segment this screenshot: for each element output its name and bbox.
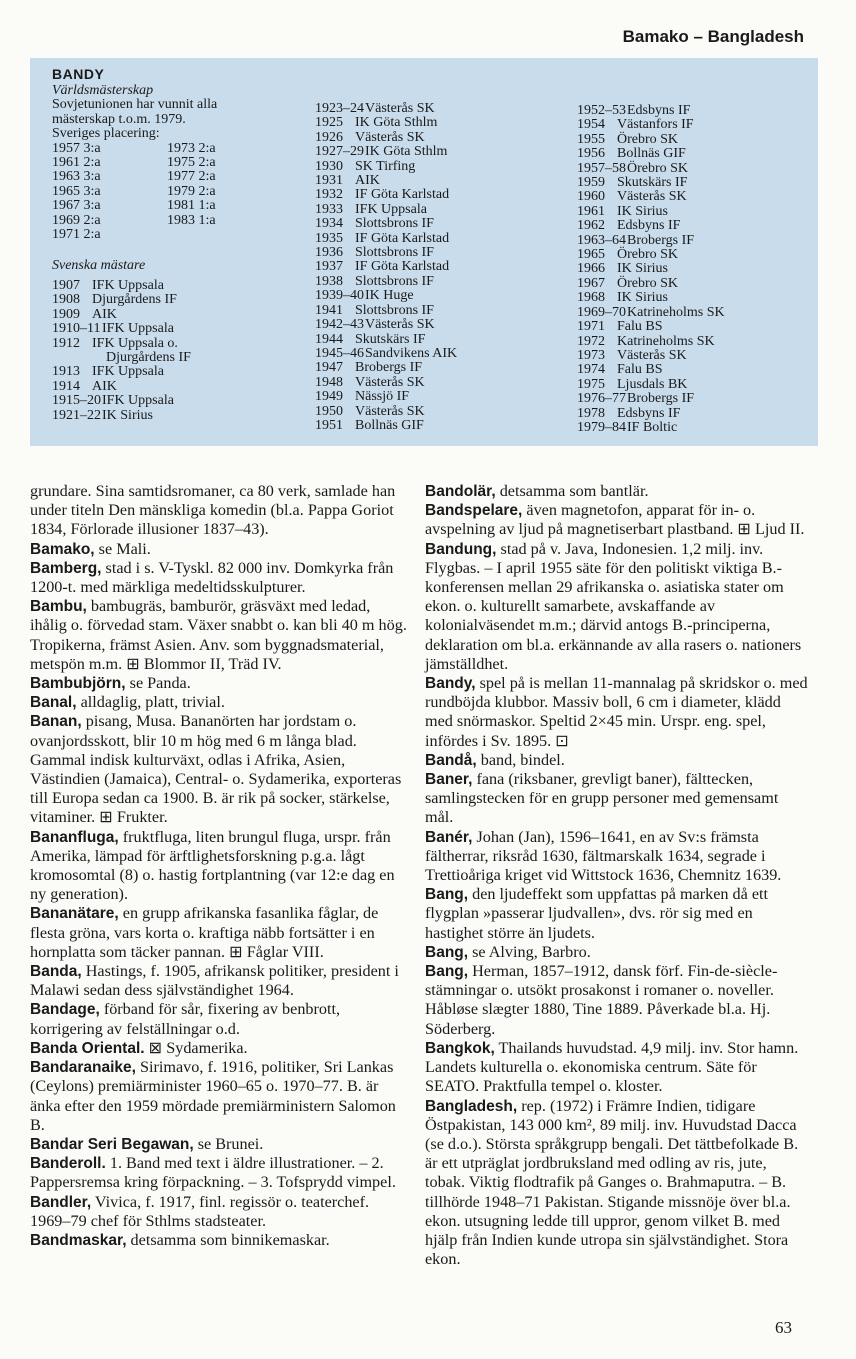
placing-cell: 1977 2:a bbox=[167, 169, 216, 185]
champion-row bbox=[52, 308, 292, 322]
entry-text: en grupp afrikanska fasanlika fåglar, de flesta gröna, vars korta o. kraftiga näbb fortsätter i en hornplatta som täcker pannan. ⊞ Fåglar VIII. bbox=[30, 904, 379, 961]
placing-label: Sveriges placering: bbox=[52, 126, 160, 142]
champion-team: Falu BS bbox=[617, 319, 663, 335]
champion-row bbox=[315, 304, 555, 318]
champion-row bbox=[577, 162, 817, 176]
champion-team: IFK Uppsala bbox=[102, 321, 174, 337]
entry-text: se Brunei. bbox=[193, 1134, 264, 1153]
champion-year: 1910–11 bbox=[52, 321, 101, 337]
entry-headword: Bandung, bbox=[425, 540, 497, 558]
champion-team: IFK Uppsala bbox=[355, 201, 427, 217]
champion-year: 1969–70 bbox=[577, 304, 626, 320]
champion-year: 1921–22 bbox=[52, 407, 101, 423]
entry-text: stad på v. Java, Indonesien. 1,2 milj. inv. Flygbas. – I april 1955 säte för den politiskt viktiga B.-konferensen mellan 29 afrikanska o. asiatiska stater om ekon. o. kulturellt samarbete, avskaffande av kolonialväsendet m.m.; därvid antogs B.-principerna, deklaration om bl.a. erkännande av alla rasers o. nationers jämställdhet. bbox=[425, 539, 802, 673]
champion-row bbox=[315, 419, 555, 433]
champion-row bbox=[315, 376, 555, 390]
dictionary-entry bbox=[30, 1058, 407, 1135]
dictionary-entry bbox=[30, 712, 407, 827]
entry-headword: Banderoll. bbox=[30, 1155, 106, 1173]
entry-headword: Bandspelare, bbox=[425, 502, 523, 520]
placing-cell: 1963 3:a bbox=[52, 169, 101, 185]
champion-row bbox=[315, 275, 555, 289]
placing-cell: 1965 3:a bbox=[52, 183, 101, 199]
champion-row bbox=[577, 349, 817, 363]
champion-row bbox=[577, 133, 817, 147]
champion-team: Västerås SK bbox=[355, 403, 425, 419]
entry-text: Johan (Jan), 1596–1641, en av Sv:s främsta fältherrar, riksråd 1630, fältmarskalk 1634, segrade i Trettioåriga kriget vid Wittstock 1636, Chemnitz 1639. bbox=[425, 827, 782, 885]
champion-team: Skutskärs IF bbox=[355, 331, 426, 347]
champion-row bbox=[577, 392, 817, 406]
champions-list-2 bbox=[315, 102, 555, 433]
entry-headword: Banal, bbox=[30, 694, 77, 712]
champion-team: Örebro SK bbox=[617, 131, 679, 147]
champion-year: 1957–58 bbox=[577, 160, 626, 176]
champion-row bbox=[577, 205, 817, 219]
champion-year: 1947 bbox=[315, 360, 343, 376]
champion-team: Skutskärs IF bbox=[617, 175, 688, 191]
champion-row bbox=[52, 293, 292, 307]
entry-text: se Alving, Barbro. bbox=[468, 942, 591, 961]
placing-cell: 1967 3:a bbox=[52, 198, 101, 214]
dictionary-entry bbox=[30, 540, 407, 559]
dictionary-entry bbox=[425, 770, 809, 828]
champion-row bbox=[577, 118, 817, 132]
entry-headword: Bandar Seri Begawan, bbox=[30, 1135, 194, 1153]
champion-team: Ljusdals BK bbox=[617, 376, 688, 392]
champion-team: Slottsbrons IF bbox=[355, 245, 434, 261]
entry-text: alldaglig, platt, trivial. bbox=[76, 693, 225, 712]
champion-row bbox=[315, 333, 555, 347]
bandy-col-1 bbox=[52, 84, 292, 423]
champion-row bbox=[52, 365, 292, 379]
champion-row bbox=[577, 421, 817, 435]
champion-team: Slottsbrons IF bbox=[355, 216, 434, 232]
champion-team: AIK bbox=[92, 378, 117, 394]
champion-row bbox=[52, 351, 292, 365]
left-column-entries bbox=[30, 482, 407, 1250]
champion-year: 1937 bbox=[315, 259, 343, 275]
champion-row bbox=[315, 361, 555, 375]
entry-headword: Bamberg, bbox=[30, 559, 102, 577]
champion-row bbox=[315, 116, 555, 130]
champion-year: 1967 bbox=[577, 275, 605, 291]
champion-row bbox=[577, 320, 817, 334]
champion-row bbox=[52, 337, 292, 351]
champion-year: 1955 bbox=[577, 131, 605, 147]
champion-row bbox=[315, 246, 555, 260]
champion-year: 1927–29 bbox=[315, 144, 364, 160]
dictionary-entry bbox=[30, 693, 407, 712]
entry-headword: Bamako, bbox=[30, 540, 95, 558]
entry-headword: Bang, bbox=[425, 943, 469, 961]
dictionary-entry bbox=[30, 962, 407, 1000]
placing-cell bbox=[167, 228, 247, 242]
champion-team: Västerås SK bbox=[617, 189, 687, 205]
champion-row bbox=[577, 335, 817, 349]
entry-text: ⊠ Sydamerika. bbox=[144, 1038, 248, 1057]
champion-team: Bollnäs GIF bbox=[355, 417, 424, 433]
champion-year: 1934 bbox=[315, 216, 343, 232]
champion-team: Djurgårdens IF bbox=[106, 349, 191, 365]
champion-row bbox=[52, 380, 292, 394]
entry-headword: Bambu, bbox=[30, 598, 87, 616]
placings-table bbox=[52, 142, 292, 243]
entry-headword: Banda Oriental. bbox=[30, 1039, 145, 1057]
champion-team: Västerås SK bbox=[617, 347, 687, 363]
champion-row bbox=[577, 262, 817, 276]
champion-row bbox=[577, 147, 817, 161]
champion-team: IFK Uppsala bbox=[92, 277, 164, 293]
champion-team: IK Göta Sthlm bbox=[365, 144, 448, 160]
dictionary-entry bbox=[425, 962, 809, 1039]
champion-year: 1939–40 bbox=[315, 288, 364, 304]
placing-cell: 1981 1:a bbox=[167, 198, 216, 214]
entry-headword: Bandolär, bbox=[425, 483, 496, 500]
champion-year: 1925 bbox=[315, 115, 343, 131]
entry-text: spel på is mellan 11-mannalag på skridskor o. med rundböjda klubbor. Massiv boll, 6 cm i diameter, klädd med snörmaskor. Speltid 2×45 min. Urspr. eng. spel, infördes i Sv. 1895. ⊡ bbox=[425, 674, 808, 750]
champion-year: 1954 bbox=[577, 117, 605, 133]
champion-team: Västerås SK bbox=[355, 129, 425, 145]
champion-year: 1956 bbox=[577, 146, 605, 162]
champion-year: 1974 bbox=[577, 362, 605, 378]
champion-row bbox=[315, 131, 555, 145]
champion-year: 1912 bbox=[52, 335, 80, 351]
champion-year: 1938 bbox=[315, 273, 343, 289]
champion-year: 1913 bbox=[52, 364, 80, 380]
champion-team: IF Göta Karlstad bbox=[355, 259, 450, 275]
dictionary-entry bbox=[30, 597, 407, 674]
dictionary-entry bbox=[425, 540, 809, 674]
entry-text: se Panda. bbox=[125, 674, 191, 693]
entry-headword: Baner, bbox=[425, 771, 473, 789]
entry-text: även magnetofon, apparat för in- o. avspelning av ljud på magnetiserbart plastband. ⊞ Ljud II. bbox=[425, 501, 805, 539]
champions-list-1 bbox=[52, 279, 292, 423]
champion-team: Västerås SK bbox=[355, 374, 425, 390]
champion-year: 1909 bbox=[52, 306, 80, 322]
entry-text: Thailands huvudstad. 4,9 milj. inv. Stor hamn. Landets kulturella o. ekonomiska centrum. Säte för SEATO. Praktfulla tempel o. kloster. bbox=[425, 1038, 799, 1096]
champion-row bbox=[315, 390, 555, 404]
champion-year: 1961 bbox=[577, 203, 605, 219]
champion-row bbox=[315, 232, 555, 246]
champion-year: 1960 bbox=[577, 189, 605, 205]
champion-year: 1926 bbox=[315, 129, 343, 145]
entry-text: stad i s. V-Tyskl. 82 000 inv. Domkyrka från 1200-t. med märkliga medeltidsskulpturer. bbox=[30, 558, 394, 597]
champion-row bbox=[315, 347, 555, 361]
entry-text: se Mali. bbox=[94, 539, 151, 558]
entry-headword: Bananätare, bbox=[30, 905, 119, 923]
page-number: 63 bbox=[775, 1318, 792, 1337]
champion-team: Västerås SK bbox=[365, 317, 435, 333]
champion-team: Västerås SK bbox=[365, 101, 435, 116]
champion-team: Brobergs IF bbox=[355, 360, 423, 376]
champion-row bbox=[315, 217, 555, 231]
champion-year: 1933 bbox=[315, 201, 343, 217]
entry-text: detsamma som bantlär. bbox=[495, 482, 649, 500]
champion-team: IF Göta Karlstad bbox=[355, 230, 450, 246]
entry-text: Sirimavo, f. 1916, politiker, Sri Lankas (Ceylons) premiärminister 1960–65 o. 1970–77. B. är änka efter den 1959 mördade premiärministern Salomon B. bbox=[30, 1058, 396, 1134]
champion-row bbox=[315, 188, 555, 202]
champion-row bbox=[577, 190, 817, 204]
champion-year: 1952–53 bbox=[577, 103, 626, 118]
champion-row bbox=[315, 203, 555, 217]
champion-year: 1944 bbox=[315, 331, 343, 347]
champions-list-3 bbox=[577, 104, 817, 435]
champion-row bbox=[577, 248, 817, 262]
dictionary-entry bbox=[425, 828, 809, 886]
entry-text: detsamma som binnikemaskar. bbox=[126, 1230, 330, 1249]
champion-year: 1962 bbox=[577, 218, 605, 234]
champion-row bbox=[315, 174, 555, 188]
champion-row bbox=[577, 277, 817, 291]
entry-text: Hastings, f. 1905, afrikansk politiker, president i Malawi sedan dess självständighet 1964. bbox=[30, 962, 399, 1000]
entry-headword: Bang, bbox=[425, 963, 469, 981]
dictionary-entry bbox=[30, 1039, 407, 1058]
dictionary-entry bbox=[425, 885, 809, 943]
champion-team: IK Huge bbox=[365, 288, 414, 304]
entry-text: fruktfluga, liten brungul fluga, urspr. från Amerika, lämpad för ärftlighetsforskning p.g.a. lågt kromosomtal (8) o. hastig fortplantning (var 12:e dag en ny generation). bbox=[30, 827, 395, 904]
champion-team: Sandvikens AIK bbox=[365, 345, 458, 361]
champion-team: Brobergs IF bbox=[627, 232, 695, 248]
entry-headword: Bandler, bbox=[30, 1193, 92, 1211]
placing-cell: 1969 2:a bbox=[52, 212, 101, 228]
champion-row bbox=[577, 176, 817, 190]
champion-team: IFK Uppsala bbox=[102, 393, 174, 409]
champion-team: Katrineholms SK bbox=[617, 333, 715, 349]
champion-team: Nässjö IF bbox=[355, 389, 410, 405]
bandy-fact-box bbox=[30, 58, 818, 446]
champion-year: 1976–77 bbox=[577, 391, 626, 407]
champion-year: 1978 bbox=[577, 405, 605, 421]
placing-cell: 1957 3:a bbox=[52, 140, 101, 156]
box-title: BANDY bbox=[52, 66, 105, 82]
champion-year: 1950 bbox=[315, 403, 343, 419]
champion-year: 1923–24 bbox=[315, 101, 364, 116]
champion-row bbox=[577, 234, 817, 248]
dictionary-entry bbox=[425, 943, 809, 962]
dictionary-entry bbox=[30, 482, 407, 540]
dictionary-entry bbox=[30, 1193, 407, 1231]
dictionary-entry bbox=[30, 828, 407, 905]
champion-year: 1972 bbox=[577, 333, 605, 349]
champion-row bbox=[577, 363, 817, 377]
dictionary-entry bbox=[30, 1135, 407, 1154]
champion-year: 1941 bbox=[315, 302, 343, 318]
champion-team: IF Boltic bbox=[627, 419, 678, 435]
champion-row bbox=[52, 322, 292, 336]
champion-row bbox=[577, 378, 817, 392]
entry-headword: Bang, bbox=[425, 886, 469, 904]
champion-team: IK Sirius bbox=[617, 290, 668, 306]
champion-year: 1966 bbox=[577, 261, 605, 277]
champion-row bbox=[577, 219, 817, 233]
entry-headword: Banér, bbox=[425, 828, 473, 846]
champion-row bbox=[577, 407, 817, 421]
entry-headword: Banda, bbox=[30, 963, 82, 981]
champion-team: IK Sirius bbox=[617, 261, 668, 277]
champion-year bbox=[52, 351, 92, 365]
dictionary-entry bbox=[30, 1154, 407, 1192]
entry-text: rep. (1972) i Främre Indien, tidigare Östpakistan, 143 000 km², 89 milj. inv. Huvudstad Dacca (se d.o.). Största språkgrupp bengali. Det tättbefolkade B. är ett utpräglat jordbruksland med odling av ris, jute, tobak. Viktig flodtrafik på Ganges o. Brahmaputra. – B. tillhörde 1948–71 Pakistan. Stigande missnöje över bl.a. ekon. utsugning ledde till uppror, genom vilket B. med hjälp från Indien kunde utropa sin självständighet. Stora ekon. bbox=[425, 1096, 799, 1269]
dictionary-entry bbox=[425, 1097, 809, 1270]
champion-team: Slottsbrons IF bbox=[355, 273, 434, 289]
champion-row bbox=[315, 289, 555, 303]
champion-team: Brobergs IF bbox=[627, 391, 695, 407]
champion-team: IF Göta Karlstad bbox=[355, 187, 450, 203]
champion-team: Djurgårdens IF bbox=[92, 292, 177, 308]
entry-headword: Banan, bbox=[30, 713, 82, 731]
champions-label: Svenska mästare bbox=[52, 258, 146, 274]
dictionary-entry bbox=[425, 751, 809, 770]
champion-year: 1945–46 bbox=[315, 345, 364, 361]
entry-headword: Bambubjörn, bbox=[30, 675, 126, 693]
champion-year: 1975 bbox=[577, 376, 605, 392]
entry-headword: Bandage, bbox=[30, 1001, 100, 1019]
box-subtitle: Världsmästerskap bbox=[52, 83, 154, 98]
champion-team: Edsbyns IF bbox=[627, 103, 691, 118]
entry-headword: Bangladesh, bbox=[425, 1097, 518, 1115]
champion-team: Edsbyns IF bbox=[617, 405, 681, 421]
champion-year: 1935 bbox=[315, 230, 343, 246]
champion-row bbox=[577, 291, 817, 305]
placing-cell: 1973 2:a bbox=[167, 140, 216, 156]
entry-text: Vivica, f. 1917, finl. regissör o. teaterchef. 1969–79 chef för Sthlms stadsteater. bbox=[30, 1192, 370, 1230]
dictionary-entry bbox=[30, 1231, 407, 1250]
entry-headword: Bandaranaike, bbox=[30, 1059, 136, 1077]
champion-year: 1932 bbox=[315, 187, 343, 203]
champion-team: IK Sirius bbox=[617, 203, 668, 219]
entry-headword: Bangkok, bbox=[425, 1039, 495, 1057]
champion-team: Falu BS bbox=[617, 362, 663, 378]
champion-team: IFK Uppsala bbox=[92, 364, 164, 380]
champion-row bbox=[577, 104, 817, 118]
entry-text: 1. Band med text i äldre illustrationer. – 2. Pappersremsa kring förpackning. – 3. Tofsprydd vimpel. bbox=[30, 1154, 396, 1192]
dictionary-entry bbox=[425, 501, 809, 539]
champion-year: 1936 bbox=[315, 245, 343, 261]
dictionary-entry bbox=[425, 482, 809, 501]
entry-headword: Bananfluga, bbox=[30, 828, 119, 846]
entry-text: grundare. Sina samtidsromaner, ca 80 verk, samlade han under titeln Den mänskliga komedin (bl.a. Pappa Goriot 1834, Förlorade illusioner 1837–43). bbox=[30, 482, 396, 539]
champion-year: 1915–20 bbox=[52, 393, 101, 409]
entry-text: bambugräs, bamburör, gräsväxt med ledad, ihålig o. förvedad stam. Växer snabbt o. kan bli 40 m hög. Tropikerna, främst Asien. Anv. som byggnadsmaterial, metspön m.m. ⊞ Blommor II, Träd IV. bbox=[30, 597, 407, 673]
champion-year: 1914 bbox=[52, 378, 80, 394]
champion-team: AIK bbox=[355, 173, 380, 189]
champion-year: 1951 bbox=[315, 417, 343, 433]
champion-row bbox=[52, 409, 292, 423]
champion-year: 1948 bbox=[315, 374, 343, 390]
entry-text: förband för sår, fixering av benbrott, korrigering av felställningar o.d. bbox=[30, 1000, 341, 1038]
champion-row bbox=[315, 102, 555, 116]
champion-row bbox=[315, 318, 555, 332]
entry-text: Herman, 1857–1912, dansk förf. Fin-de-siècle-stämningar o. utsökt prosakonst i romaner o. noveller. Håbløse slægter 1880, Tine 1889. Påverkade bl.a. Hj. Söderberg. bbox=[425, 962, 778, 1038]
entry-text: fana (riksbaner, grevligt baner), fälttecken, samlingstecken för en grupp personer med gemensamt mål. bbox=[425, 770, 779, 827]
champion-team: Katrineholms SK bbox=[627, 304, 725, 320]
champion-year: 1942–43 bbox=[315, 317, 364, 333]
dictionary-entry bbox=[425, 1039, 809, 1097]
right-column-entries bbox=[425, 482, 809, 1269]
entry-text: den ljudeffekt som uppfattas på marken då ett flygplan »passerar ljudvallen», dvs. rör sig med en hastighet större än ljudets. bbox=[425, 885, 769, 942]
champion-year: 1959 bbox=[577, 175, 605, 191]
champion-row bbox=[52, 394, 292, 408]
entry-headword: Bandmaskar, bbox=[30, 1231, 127, 1249]
placing-cell: 1983 1:a bbox=[167, 212, 216, 228]
champion-team: SK Tirfing bbox=[355, 158, 416, 174]
placing-cell: 1971 2:a bbox=[52, 227, 101, 243]
champion-team: IFK Uppsala o. bbox=[92, 335, 178, 351]
entry-headword: Bandå, bbox=[425, 751, 477, 769]
box-intro: Sovjetunionen har vunnit alla mästerskap t.o.m. 1979. bbox=[52, 97, 218, 127]
champion-year: 1908 bbox=[52, 292, 80, 308]
dictionary-entry bbox=[425, 674, 809, 751]
champion-year: 1930 bbox=[315, 158, 343, 174]
champion-team: AIK bbox=[92, 306, 117, 322]
champion-year: 1931 bbox=[315, 173, 343, 189]
champion-row bbox=[315, 405, 555, 419]
champion-team: Örebro SK bbox=[617, 275, 679, 291]
champion-team: Örebro SK bbox=[617, 247, 679, 263]
champion-year: 1973 bbox=[577, 347, 605, 363]
champion-year: 1949 bbox=[315, 389, 343, 405]
dictionary-entry bbox=[30, 674, 407, 693]
champion-team: IK Göta Sthlm bbox=[355, 115, 438, 131]
champion-row bbox=[577, 306, 817, 320]
champion-row bbox=[315, 145, 555, 159]
placing-cell: 1979 2:a bbox=[167, 183, 216, 199]
champion-team: IK Sirius bbox=[102, 407, 153, 423]
champion-row bbox=[315, 260, 555, 274]
entry-text: pisang, Musa. Bananörten har jordstam o. ovanjordsskott, blir 10 m hög med 6 m långa blad. Gammal indisk kulturväxt, odlas i Afrika, Asien, Västindien (Jamaica), Central- o. Sydamerika, exporteras till Europa sedan ca 1900. B. är rik på socker, stärkelse, vitaminer. ⊞ Frukter. bbox=[30, 712, 402, 827]
placing-cell: 1961 2:a bbox=[52, 155, 101, 171]
running-head: Bamako – Bangladesh bbox=[622, 27, 804, 46]
champion-team: Edsbyns IF bbox=[617, 218, 681, 234]
champion-team: Slottsbrons IF bbox=[355, 302, 434, 318]
entry-text: band, bindel. bbox=[476, 750, 565, 769]
champion-year: 1965 bbox=[577, 247, 605, 263]
champion-year: 1963–64 bbox=[577, 232, 626, 248]
champion-team: Örebro SK bbox=[627, 160, 689, 176]
champion-year: 1971 bbox=[577, 319, 605, 335]
champion-row bbox=[315, 160, 555, 174]
champion-row bbox=[52, 279, 292, 293]
placing-cell: 1975 2:a bbox=[167, 155, 216, 171]
champion-team: Bollnäs GIF bbox=[617, 146, 686, 162]
dictionary-entry bbox=[30, 904, 407, 962]
champion-team: Västanfors IF bbox=[617, 117, 694, 133]
champion-year: 1979–84 bbox=[577, 419, 626, 435]
champion-year: 1968 bbox=[577, 290, 605, 306]
dictionary-entry bbox=[30, 1000, 407, 1038]
entry-headword: Bandy, bbox=[425, 675, 476, 693]
champion-year: 1907 bbox=[52, 277, 80, 293]
dictionary-entry bbox=[30, 559, 407, 597]
